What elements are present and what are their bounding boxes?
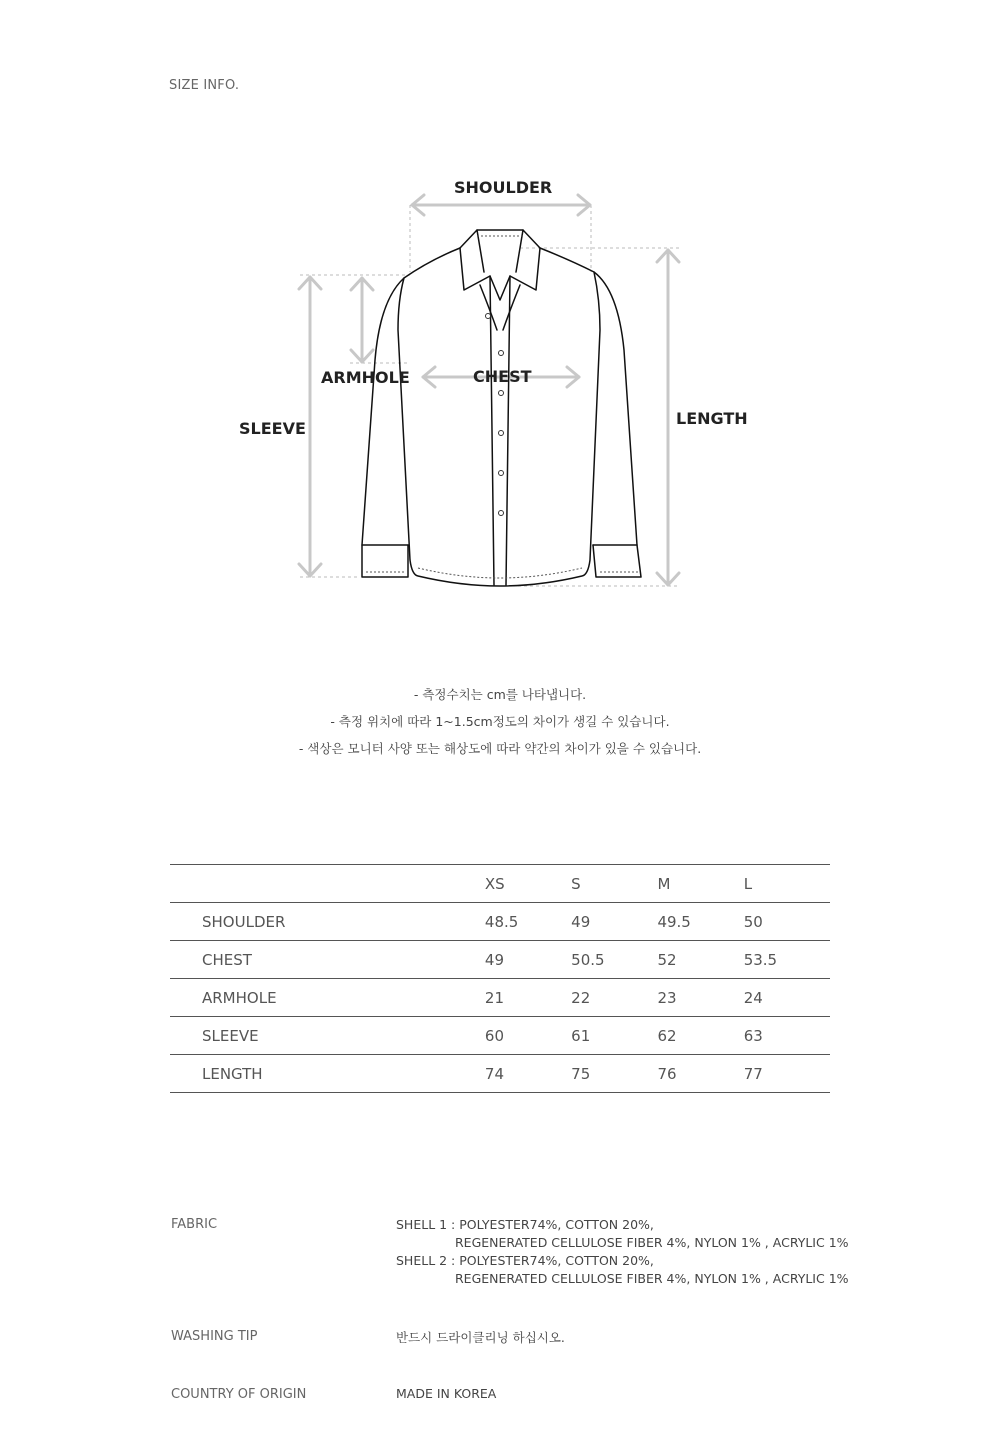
note-line: - 측정수치는 cm를 나타냅니다. [413, 687, 587, 702]
sleeve-label: SLEEVE [239, 419, 306, 438]
table-header-cell: L [744, 865, 830, 903]
table-cell: 49.5 [657, 903, 743, 941]
table-cell: 75 [571, 1055, 657, 1093]
table-cell: 77 [744, 1055, 830, 1093]
table-header-cell: M [657, 865, 743, 903]
table-cell: 21 [485, 979, 571, 1017]
table-cell: 24 [744, 979, 830, 1017]
table-cell: CHEST [170, 941, 485, 979]
table-row [170, 1055, 830, 1093]
shirt-measurement-diagram [220, 170, 780, 600]
measurement-arrows [299, 195, 679, 585]
table-cell: 60 [485, 1017, 571, 1055]
size-info-title: SIZE INFO. [169, 78, 240, 93]
table-row [170, 941, 830, 979]
table-cell: 63 [744, 1017, 830, 1055]
table-cell: 22 [571, 979, 657, 1017]
fabric-line: REGENERATED CELLULOSE FIBER 4%, NYLON 1% , ACRYLIC 1% [455, 1271, 849, 1286]
table-cell: SHOULDER [170, 903, 485, 941]
guide-lines [300, 205, 680, 586]
table-cell: 48.5 [485, 903, 571, 941]
size-table [170, 864, 830, 1093]
fabric-line: REGENERATED CELLULOSE FIBER 4%, NYLON 1% , ACRYLIC 1% [455, 1235, 849, 1250]
table-cell: 74 [485, 1055, 571, 1093]
table-cell: SLEEVE [170, 1017, 485, 1055]
washing-tip-label: WASHING TIP [171, 1329, 258, 1344]
armhole-label: ARMHOLE [321, 368, 410, 387]
fabric-label: FABRIC [171, 1217, 218, 1232]
fabric-line: SHELL 2 : POLYESTER74%, COTTON 20%, [396, 1253, 654, 1268]
table-cell: 49 [485, 941, 571, 979]
table-cell: 50 [744, 903, 830, 941]
table-row [170, 1017, 830, 1055]
table-header-row [170, 865, 830, 903]
country-of-origin-value: MADE IN KOREA [396, 1386, 497, 1401]
measurement-notes [0, 681, 1000, 762]
table-header-cell: S [571, 865, 657, 903]
country-of-origin-label: COUNTRY OF ORIGIN [171, 1387, 307, 1402]
table-cell: 23 [657, 979, 743, 1017]
note-line: - 색상은 모니터 사양 또는 해상도에 따라 약간의 차이가 있을 수 있습니다. [298, 741, 702, 756]
table-cell: 76 [657, 1055, 743, 1093]
washing-tip-value: 반드시 드라이클리닝 하십시오. [396, 1330, 565, 1345]
table-cell: LENGTH [170, 1055, 485, 1093]
table-cell: 62 [657, 1017, 743, 1055]
shirt-buttons [486, 314, 504, 516]
table-header-cell: XS [485, 865, 571, 903]
table-cell: 50.5 [571, 941, 657, 979]
fabric-composition [396, 1216, 849, 1288]
shoulder-label: SHOULDER [454, 178, 553, 197]
note-line: - 측정 위치에 따라 1~1.5cm정도의 차이가 생길 수 있습니다. [330, 714, 670, 729]
table-row [170, 979, 830, 1017]
table-row [170, 903, 830, 941]
table-header-cell [170, 865, 485, 903]
fabric-line: SHELL 1 : POLYESTER74%, COTTON 20%, [396, 1217, 654, 1232]
length-label: LENGTH [676, 409, 748, 428]
table-cell: 49 [571, 903, 657, 941]
shirt-outline [362, 230, 641, 586]
table-cell: 61 [571, 1017, 657, 1055]
table-cell: ARMHOLE [170, 979, 485, 1017]
chest-label: CHEST [473, 367, 532, 386]
table-cell: 53.5 [744, 941, 830, 979]
table-cell: 52 [657, 941, 743, 979]
